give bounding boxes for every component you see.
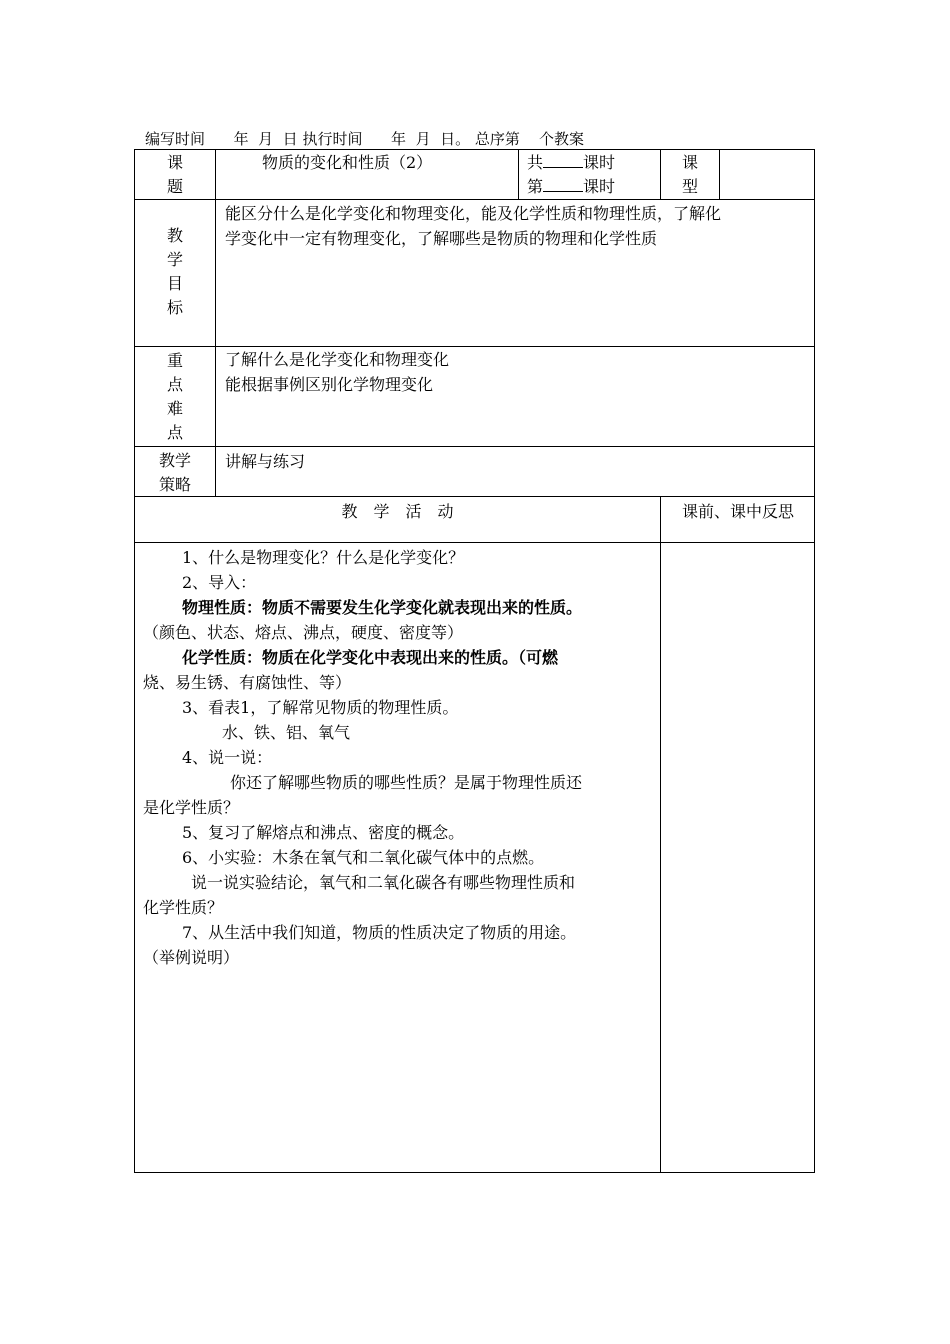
key-points-label-char: 重 <box>166 351 183 370</box>
activity-line: 说一说实验结论，氧气和二氧化碳各有哪些物理性质和 <box>191 873 576 892</box>
activity-line: 水、铁、铝、氧气 <box>222 723 351 742</box>
strategy-label <box>135 449 215 497</box>
key-points-label-char: 点 <box>166 423 183 442</box>
total-hours-blank <box>543 151 583 168</box>
activity-line: 4、说一说： <box>182 748 273 767</box>
total-hours-prefix: 共 <box>527 153 544 172</box>
row-divider <box>134 446 815 447</box>
strategy-label-line: 策略 <box>158 475 191 494</box>
topic-title: 物质的变化和性质（2） <box>262 153 433 172</box>
key-points-label-char: 点 <box>166 375 183 394</box>
row-divider <box>134 199 815 200</box>
key-point-line: 能根据事例区别化学物理变化 <box>225 375 434 394</box>
row-divider <box>134 542 815 543</box>
activity-line: 7、从生活中我们知道，物质的性质决定了物质的用途。 <box>182 923 577 942</box>
goals-line: 学变化中一定有物理变化，了解哪些是物质的物理和化学性质 <box>225 229 658 248</box>
lesson-plan-header: 编写时间 年 月 日 执行时间 年 月 日。 总序第 个教案 <box>145 130 584 148</box>
topic-label-char: 题 <box>166 177 183 196</box>
strategy-label-line: 教学 <box>158 451 191 470</box>
total-hours-suffix: 课时 <box>583 153 616 172</box>
column-divider <box>660 496 661 1173</box>
column-divider <box>518 149 519 199</box>
activity-line: 1、什么是物理变化？什么是化学变化？ <box>182 548 465 567</box>
goals-label-char: 目 <box>166 274 183 293</box>
lesson-number <box>527 175 615 199</box>
strategy-text: 讲解与练习 <box>225 452 306 471</box>
type-label-char: 课 <box>681 153 698 172</box>
key-points-label-char: 难 <box>166 399 183 418</box>
key-points-label <box>135 349 215 445</box>
activities-heading: 教 学 活 动 <box>341 502 454 521</box>
type-label <box>661 151 719 199</box>
type-label-char: 型 <box>681 177 698 196</box>
activity-line: 物理性质：物质不需要发生化学变化就表现出来的性质。 <box>182 598 583 617</box>
column-divider <box>719 149 720 199</box>
row-divider <box>134 346 815 347</box>
activity-line: （颜色、状态、熔点、沸点，硬度、密度等） <box>143 623 464 642</box>
goals-line: 能区分什么是化学变化和物理变化，能及化学性质和物理性质，了解化 <box>225 204 722 223</box>
activity-line: 3、看表1，了解常见物质的物理性质。 <box>182 698 459 717</box>
goals-label-char: 标 <box>166 298 183 317</box>
key-point-line: 了解什么是化学变化和物理变化 <box>225 350 450 369</box>
lesson-number-suffix: 课时 <box>583 177 616 196</box>
activity-line: 是化学性质？ <box>143 798 240 817</box>
activity-line: 6、小实验：木条在氧气和二氧化碳气体中的点燃。 <box>182 848 545 867</box>
topic-label-char: 课 <box>166 153 183 172</box>
column-divider <box>215 149 216 496</box>
goals-label-char: 教 <box>166 226 183 245</box>
activity-line: 化学性质？ <box>143 898 224 917</box>
activity-line: 烧、易生锈、有腐蚀性、等） <box>143 673 352 692</box>
goals-label <box>135 224 215 320</box>
activity-line: 2、导入： <box>182 573 257 592</box>
reflection-heading: 课前、课中反思 <box>681 502 794 521</box>
activity-line: （举例说明） <box>143 948 240 967</box>
topic-label <box>135 151 215 199</box>
activity-line: 5、复习了解熔点和沸点、密度的概念。 <box>182 823 465 842</box>
total-hours <box>527 151 615 175</box>
row-divider <box>134 496 815 497</box>
activity-line: 你还了解哪些物质的哪些性质？是属于物理性质还 <box>230 773 583 792</box>
activity-line: 化学性质：物质在化学变化中表现出来的性质。（可燃 <box>182 648 559 667</box>
lesson-number-blank <box>543 175 583 192</box>
lesson-number-prefix: 第 <box>527 177 544 196</box>
goals-label-char: 学 <box>166 250 183 269</box>
